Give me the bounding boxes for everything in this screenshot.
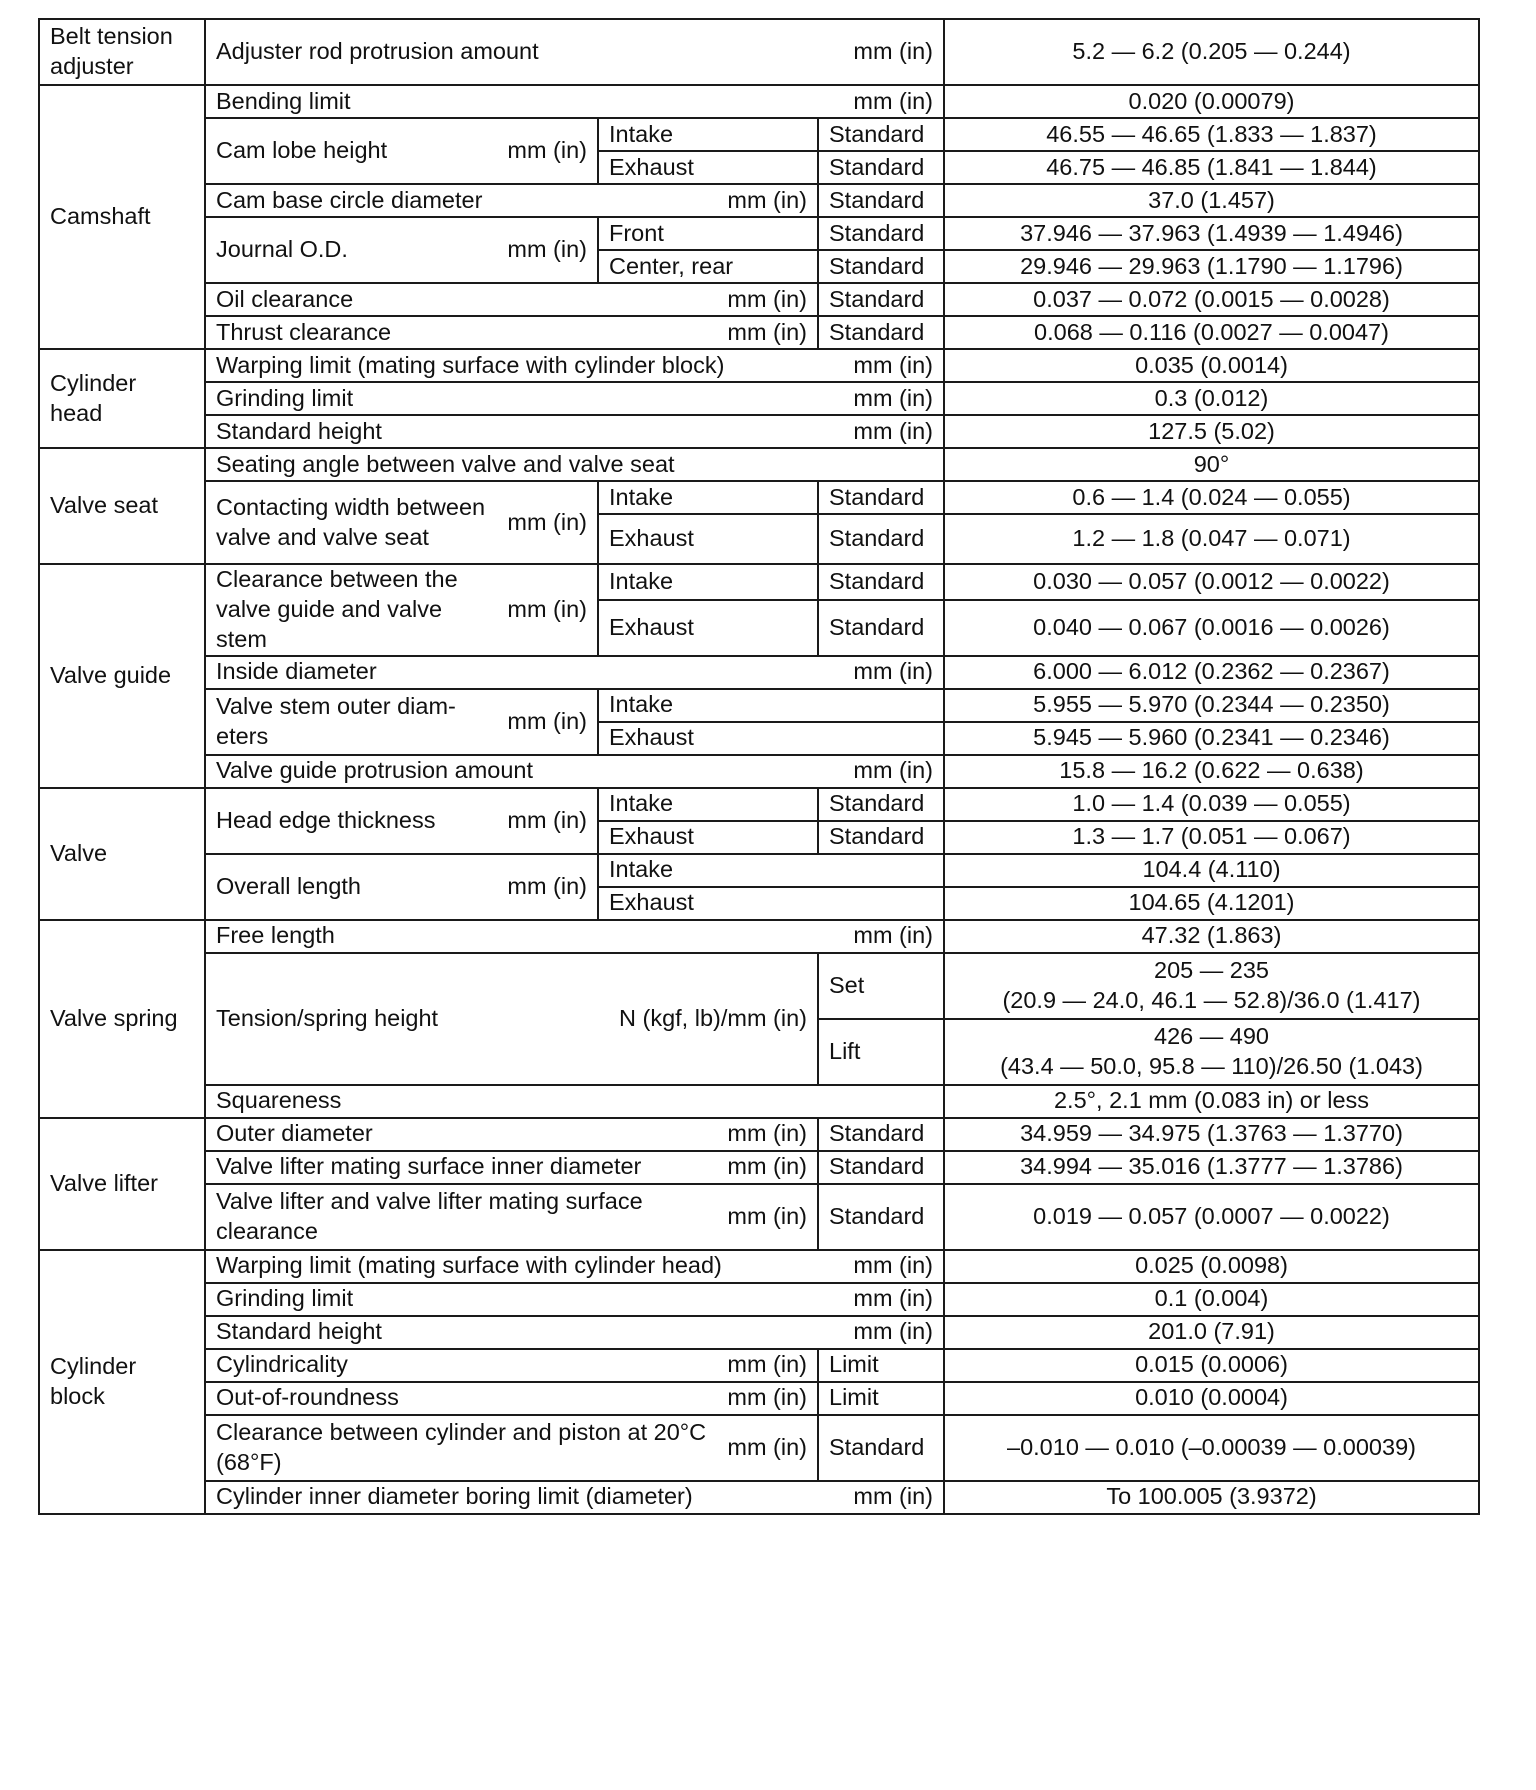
block-height-label: Standard height	[216, 1318, 382, 1345]
length-exhaust-value: 104.65 (4.1201)	[944, 887, 1479, 920]
intake-label: Intake	[598, 854, 944, 887]
center-rear-label: Center, rear	[598, 250, 818, 283]
row-label	[205, 1151, 818, 1184]
bending-limit-label: Bending limit	[216, 87, 351, 114]
journal-front-value: 37.946 — 37.963 (1.4939 — 1.4946)	[944, 217, 1479, 250]
limit-label: Limit	[818, 1382, 944, 1415]
lifter-outer-value: 34.959 — 34.975 (1.3763 — 1.3770)	[944, 1118, 1479, 1151]
row-label	[205, 217, 598, 283]
piston-clearance-label: Clearance between cylinder and piston at 20°C (68°F)	[216, 1418, 707, 1475]
guide-clearance-intake-value: 0.030 — 0.057 (0.0012 — 0.0022)	[944, 564, 1479, 600]
intake-label: Intake	[598, 788, 818, 821]
unit: mm (in)	[507, 872, 587, 899]
free-length-label: Free length	[216, 922, 335, 949]
row-label	[205, 564, 598, 656]
standard-label: Standard	[818, 184, 944, 217]
unit: mm (in)	[853, 757, 933, 784]
row-label	[205, 689, 598, 755]
section-cylinder-head: Cylinder head	[39, 349, 205, 448]
unit: mm (in)	[727, 1120, 807, 1147]
seating-angle-label: Seating angle between valve and valve seat	[205, 448, 944, 481]
table-row	[39, 854, 1479, 887]
cylindricality-value: 0.015 (0.0006)	[944, 1349, 1479, 1382]
squareness-label: Squareness	[205, 1085, 944, 1118]
overall-length-label: Overall length	[216, 872, 361, 899]
standard-label: Standard	[818, 151, 944, 184]
exhaust-label: Exhaust	[598, 887, 944, 920]
intake-label: Intake	[598, 689, 944, 722]
row-label	[205, 854, 598, 920]
lifter-outer-label: Outer diameter	[216, 1120, 373, 1147]
unit: mm (in)	[853, 87, 933, 114]
contact-width-intake-value: 0.6 — 1.4 (0.024 — 0.055)	[944, 481, 1479, 514]
table-row	[39, 217, 1479, 250]
exhaust-label: Exhaust	[598, 821, 818, 854]
row-label	[205, 755, 944, 788]
set-value-line2: (20.9 — 24.0, 46.1 — 52.8)/36.0 (1.417)	[1002, 986, 1421, 1013]
table-row	[39, 316, 1479, 349]
row-label	[205, 415, 944, 448]
squareness-value: 2.5°, 2.1 mm (0.083 in) or less	[944, 1085, 1479, 1118]
table-row	[39, 1184, 1479, 1250]
lift-value-line1: 426 — 490	[1154, 1022, 1269, 1049]
row-label	[205, 283, 818, 316]
intake-label: Intake	[598, 118, 818, 151]
row-label	[205, 920, 944, 953]
table-row	[39, 1415, 1479, 1481]
contact-width-label: Contacting width between valve and valve seat	[216, 493, 486, 550]
unit: mm (in)	[853, 1252, 933, 1279]
unit: mm (in)	[853, 1318, 933, 1345]
row-label	[205, 1184, 818, 1250]
row-label	[205, 1481, 944, 1514]
oil-clearance-label: Oil clearance	[216, 285, 354, 312]
lifter-clearance-label: Valve lifter and valve lifter mating surface clearance	[216, 1187, 643, 1244]
unit: mm (in)	[507, 707, 587, 734]
table-row	[39, 1382, 1479, 1415]
exhaust-label: Exhaust	[598, 514, 818, 564]
adjuster-rod-label: Adjuster rod protrusion amount	[216, 38, 539, 65]
row-label	[205, 1316, 944, 1349]
section-camshaft: Camshaft	[39, 85, 205, 349]
cam-lobe-exhaust-value: 46.75 — 46.85 (1.841 — 1.844)	[944, 151, 1479, 184]
row-label	[205, 382, 944, 415]
table-row	[39, 1349, 1479, 1382]
head-height-label: Standard height	[216, 417, 382, 444]
table-row	[39, 1151, 1479, 1184]
head-edge-label: Head edge thickness	[216, 806, 436, 833]
unit: mm (in)	[853, 38, 933, 65]
lift-label: Lift	[818, 1019, 944, 1085]
set-label: Set	[818, 953, 944, 1019]
inside-diameter-label: Inside diameter	[216, 658, 377, 685]
table-row	[39, 564, 1479, 600]
standard-label: Standard	[818, 250, 944, 283]
row-label	[205, 349, 944, 382]
length-intake-value: 104.4 (4.110)	[944, 854, 1479, 887]
row-label	[205, 184, 818, 217]
block-grinding-label: Grinding limit	[216, 1285, 354, 1312]
guide-protrusion-value: 15.8 — 16.2 (0.622 — 0.638)	[944, 755, 1479, 788]
guide-clearance-label: Clearance between the valve guide and valve stem	[216, 566, 458, 652]
exhaust-label: Exhaust	[598, 151, 818, 184]
row-label	[205, 481, 598, 564]
unit: mm (in)	[853, 922, 933, 949]
unit: mm (in)	[727, 1384, 807, 1411]
unit: mm (in)	[727, 318, 807, 345]
unit: mm (in)	[853, 351, 933, 378]
head-warping-value: 0.035 (0.0014)	[944, 349, 1479, 382]
limit-label: Limit	[818, 1349, 944, 1382]
unit: mm (in)	[727, 1153, 807, 1180]
table-row	[39, 788, 1479, 821]
table-row	[39, 689, 1479, 722]
contact-width-exhaust-value: 1.2 — 1.8 (0.047 — 0.071)	[944, 514, 1479, 564]
cam-base-circle-value: 37.0 (1.457)	[944, 184, 1479, 217]
unit: mm (in)	[727, 1433, 807, 1460]
head-warping-label: Warping limit (mating surface with cylinder block)	[216, 351, 725, 378]
table-row	[39, 415, 1479, 448]
standard-label: Standard	[818, 1151, 944, 1184]
section-cylinder-block: Cylinder block	[39, 1250, 205, 1514]
stem-exhaust-value: 5.945 — 5.960 (0.2341 — 0.2346)	[944, 722, 1479, 755]
table-row	[39, 481, 1479, 514]
unit: mm (in)	[507, 137, 587, 164]
section-valve: Valve	[39, 788, 205, 920]
standard-label: Standard	[818, 316, 944, 349]
table-row	[39, 1085, 1479, 1118]
guide-protrusion-label: Valve guide protrusion amount	[216, 757, 534, 784]
block-warping-label: Warping limit (mating surface with cylinder head)	[216, 1252, 722, 1279]
specification-table	[38, 18, 1480, 1515]
section-belt-tension-adjuster: Belt tension adjuster	[39, 19, 205, 85]
free-length-value: 47.32 (1.863)	[944, 920, 1479, 953]
table-row	[39, 1316, 1479, 1349]
unit: mm (in)	[853, 1483, 933, 1510]
lifter-inner-value: 34.994 — 35.016 (1.3777 — 1.3786)	[944, 1151, 1479, 1184]
boring-limit-value: To 100.005 (3.9372)	[944, 1481, 1479, 1514]
table-row	[39, 382, 1479, 415]
exhaust-label: Exhaust	[598, 600, 818, 655]
unit: mm (in)	[853, 417, 933, 444]
cylindricality-label: Cylindricality	[216, 1351, 348, 1378]
row-label	[205, 1283, 944, 1316]
row-label	[205, 1250, 944, 1283]
row-label	[205, 1349, 818, 1382]
section-valve-guide: Valve guide	[39, 564, 205, 788]
lifter-clearance-value: 0.019 — 0.057 (0.0007 — 0.0022)	[944, 1184, 1479, 1250]
head-grinding-label: Grinding limit	[216, 384, 354, 411]
lift-value	[944, 1019, 1479, 1085]
stem-intake-value: 5.955 — 5.970 (0.2344 — 0.2350)	[944, 689, 1479, 722]
table-row	[39, 184, 1479, 217]
piston-clearance-value: –0.010 — 0.010 (–0.00039 — 0.00039)	[944, 1415, 1479, 1481]
table-row	[39, 283, 1479, 316]
standard-label: Standard	[818, 564, 944, 600]
head-height-value: 127.5 (5.02)	[944, 415, 1479, 448]
table-row	[39, 656, 1479, 689]
intake-label: Intake	[598, 481, 818, 514]
journal-od-label: Journal O.D.	[216, 236, 348, 263]
adjuster-rod-value: 5.2 — 6.2 (0.205 — 0.244)	[944, 19, 1479, 85]
lift-value-line2: (43.4 — 50.0, 95.8 — 110)/26.50 (1.043)	[1000, 1052, 1423, 1079]
stem-diameter-label: Valve stem outer diam- eters	[216, 692, 456, 749]
standard-label: Standard	[818, 1118, 944, 1151]
standard-label: Standard	[818, 481, 944, 514]
unit: mm (in)	[507, 508, 587, 535]
table-row	[39, 349, 1479, 382]
thrust-clearance-value: 0.068 — 0.116 (0.0027 — 0.0047)	[944, 316, 1479, 349]
unit: mm (in)	[853, 1285, 933, 1312]
unit: mm (in)	[507, 806, 587, 833]
table-row	[39, 448, 1479, 481]
tension-label: Tension/spring height	[216, 1004, 439, 1031]
row-label	[205, 953, 818, 1085]
table-row	[39, 1118, 1479, 1151]
row-label	[205, 118, 598, 184]
unit: N (kgf, lb)/mm (in)	[619, 1004, 807, 1031]
intake-label: Intake	[598, 564, 818, 600]
out-of-roundness-label: Out-of-roundness	[216, 1384, 399, 1411]
row-label	[205, 1118, 818, 1151]
row-label	[205, 316, 818, 349]
standard-label: Standard	[818, 217, 944, 250]
set-value	[944, 953, 1479, 1019]
guide-clearance-exhaust-value: 0.040 — 0.067 (0.0016 — 0.0026)	[944, 600, 1479, 655]
unit: mm (in)	[507, 595, 587, 622]
section-valve-spring: Valve spring	[39, 920, 205, 1118]
row-label	[205, 1415, 818, 1481]
thrust-clearance-label: Thrust clearance	[216, 318, 392, 345]
standard-label: Standard	[818, 118, 944, 151]
cam-lobe-height-label: Cam lobe height	[216, 137, 388, 164]
standard-label: Standard	[818, 600, 944, 655]
standard-label: Standard	[818, 1184, 944, 1250]
cam-base-circle-label: Cam base circle diameter	[216, 186, 483, 213]
row-label	[205, 788, 598, 854]
block-height-value: 201.0 (7.91)	[944, 1316, 1479, 1349]
unit: mm (in)	[727, 285, 807, 312]
seating-angle-value: 90°	[944, 448, 1479, 481]
table-row	[39, 755, 1479, 788]
block-grinding-value: 0.1 (0.004)	[944, 1283, 1479, 1316]
table-row	[39, 953, 1479, 1019]
table-row	[39, 1481, 1479, 1514]
inside-diameter-value: 6.000 — 6.012 (0.2362 — 0.2367)	[944, 656, 1479, 689]
head-edge-intake-value: 1.0 — 1.4 (0.039 — 0.055)	[944, 788, 1479, 821]
table-row	[39, 920, 1479, 953]
unit: mm (in)	[727, 1202, 807, 1229]
lifter-inner-label: Valve lifter mating surface inner diameter	[216, 1153, 642, 1180]
section-valve-lifter: Valve lifter	[39, 1118, 205, 1250]
row-label	[205, 85, 944, 118]
table-row	[39, 1250, 1479, 1283]
table-row	[39, 85, 1479, 118]
out-of-roundness-value: 0.010 (0.0004)	[944, 1382, 1479, 1415]
table-row	[39, 118, 1479, 151]
standard-label: Standard	[818, 283, 944, 316]
row-label	[205, 656, 944, 689]
bending-limit-value: 0.020 (0.00079)	[944, 85, 1479, 118]
standard-label: Standard	[818, 788, 944, 821]
table-row	[39, 19, 1479, 85]
set-value-line1: 205 — 235	[1154, 956, 1269, 983]
unit: mm (in)	[853, 384, 933, 411]
unit: mm (in)	[727, 186, 807, 213]
unit: mm (in)	[853, 658, 933, 685]
standard-label: Standard	[818, 1415, 944, 1481]
block-warping-value: 0.025 (0.0098)	[944, 1250, 1479, 1283]
unit: mm (in)	[727, 1351, 807, 1378]
exhaust-label: Exhaust	[598, 722, 944, 755]
standard-label: Standard	[818, 821, 944, 854]
table-row	[39, 1283, 1479, 1316]
oil-clearance-value: 0.037 — 0.072 (0.0015 — 0.0028)	[944, 283, 1479, 316]
journal-center-value: 29.946 — 29.963 (1.1790 — 1.1796)	[944, 250, 1479, 283]
front-label: Front	[598, 217, 818, 250]
row-label	[205, 19, 944, 85]
cam-lobe-intake-value: 46.55 — 46.65 (1.833 — 1.837)	[944, 118, 1479, 151]
head-grinding-value: 0.3 (0.012)	[944, 382, 1479, 415]
boring-limit-label: Cylinder inner diameter boring limit (diameter)	[216, 1483, 693, 1510]
standard-label: Standard	[818, 514, 944, 564]
unit: mm (in)	[507, 236, 587, 263]
row-label	[205, 1382, 818, 1415]
head-edge-exhaust-value: 1.3 — 1.7 (0.051 — 0.067)	[944, 821, 1479, 854]
section-valve-seat: Valve seat	[39, 448, 205, 564]
